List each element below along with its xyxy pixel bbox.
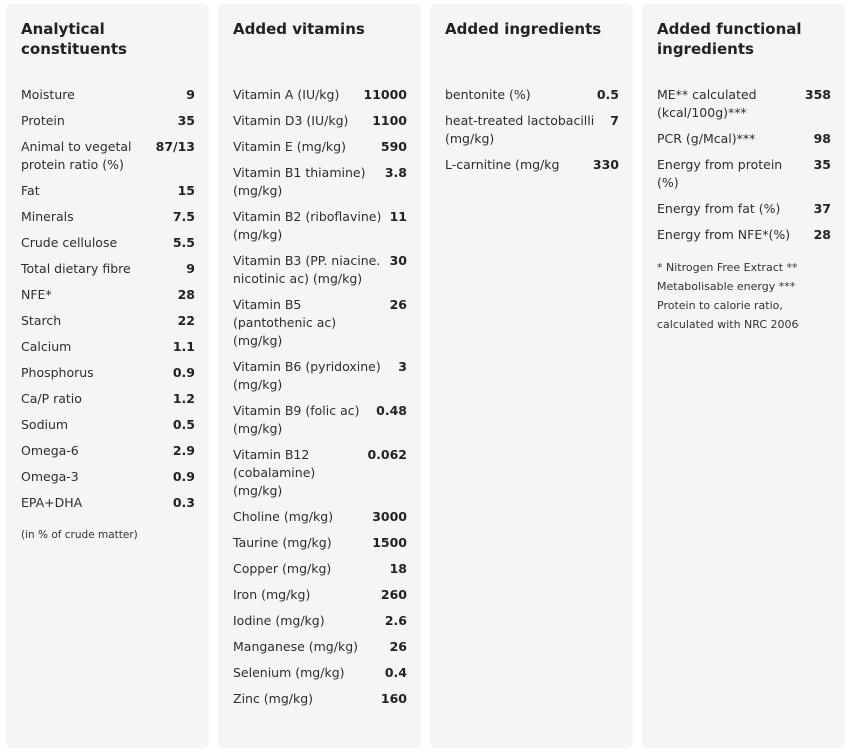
item-label: Taurine (mg/kg)	[233, 535, 332, 550]
list-item	[233, 690, 407, 708]
ingredients-list	[445, 86, 619, 174]
item-value: 98	[813, 131, 831, 146]
item-label: Vitamin A (IU/kg)	[233, 87, 340, 102]
item-value: 0.48	[376, 403, 407, 418]
item-label: Moisture	[21, 87, 75, 102]
item-value: 2.9	[172, 443, 195, 458]
panel-title: Added functional ingredients	[657, 20, 802, 58]
item-value: 0.3	[172, 495, 195, 510]
item-value: 9	[186, 87, 195, 102]
item-label: Energy from fat (%)	[657, 201, 781, 216]
item-value: 11	[389, 209, 407, 224]
list-item	[233, 296, 407, 350]
item-label: Selenium (mg/kg)	[233, 665, 345, 680]
list-item	[657, 156, 831, 192]
item-value: 28	[813, 227, 831, 242]
item-label: Total dietary fibre	[21, 261, 131, 276]
item-label: heat-treated lactobacilli (mg/kg)	[445, 113, 595, 146]
list-item	[233, 112, 407, 130]
item-label: Calcium	[21, 339, 72, 354]
analytical-constituents-panel	[6, 4, 209, 748]
panel-title: Added vitamins	[233, 20, 365, 38]
units-note: (in % of crude matter)	[21, 529, 138, 541]
list-item	[233, 586, 407, 604]
item-value: 0.5	[596, 87, 619, 102]
list-item	[21, 138, 195, 174]
list-item	[233, 164, 407, 200]
added-functional-ingredients-panel	[642, 4, 845, 748]
item-value: 3	[398, 359, 407, 374]
item-label: Minerals	[21, 209, 74, 224]
list-item	[233, 208, 407, 244]
list-item	[233, 402, 407, 438]
list-item	[233, 508, 407, 526]
list-item	[21, 234, 195, 252]
list-item	[445, 112, 619, 148]
item-label: Choline (mg/kg)	[233, 509, 334, 524]
list-item	[233, 560, 407, 578]
list-item	[21, 364, 195, 382]
footnote: * Nitrogen Free Extract ** Metabolisable energy *** Protein to calorie ratio, calculated with NRC 2006	[657, 261, 799, 331]
item-value: 3.8	[384, 165, 407, 180]
item-value: 15	[177, 183, 195, 198]
item-label: Omega-6	[21, 443, 79, 458]
list-item	[657, 86, 831, 122]
item-value: 358	[804, 87, 831, 102]
list-item	[445, 86, 619, 104]
item-label: Vitamin B3 (PP. niacine. nicotinic ac) (mg/kg)	[233, 253, 381, 286]
item-value: 0.4	[384, 665, 407, 680]
list-item	[21, 338, 195, 356]
list-item	[233, 252, 407, 288]
item-label: Omega-3	[21, 469, 79, 484]
item-label: Vitamin B2 (riboflavine) (mg/kg)	[233, 209, 382, 242]
item-value: 5.5	[172, 235, 195, 250]
list-item	[21, 112, 195, 130]
item-value: 35	[177, 113, 195, 128]
item-label: Manganese (mg/kg)	[233, 639, 358, 654]
item-label: EPA+DHA	[21, 495, 83, 510]
list-item	[233, 534, 407, 552]
item-label: Vitamin E (mg/kg)	[233, 139, 346, 154]
item-label: bentonite (%)	[445, 87, 531, 102]
item-label: Vitamin B12 (cobalamine) (mg/kg)	[233, 447, 316, 498]
item-label: Copper (mg/kg)	[233, 561, 332, 576]
list-item	[21, 442, 195, 460]
item-value: 35	[813, 157, 831, 172]
list-item	[233, 358, 407, 394]
item-value: 0.5	[172, 417, 195, 432]
item-value: 7.5	[172, 209, 195, 224]
added-ingredients-panel	[430, 4, 633, 748]
item-value: 26	[389, 297, 407, 312]
item-value: 3000	[372, 509, 407, 524]
list-item	[233, 86, 407, 104]
item-value: 1.1	[172, 339, 195, 354]
list-item	[445, 156, 619, 174]
vitamins-list	[233, 86, 407, 708]
list-item	[21, 494, 195, 512]
item-label: L-carnitine (mg/kg	[445, 157, 560, 172]
list-item	[21, 416, 195, 434]
constituents-list	[21, 86, 195, 512]
list-item	[21, 468, 195, 486]
item-value: 330	[592, 157, 619, 172]
item-label: Vitamin B5 (pantothenic ac) (mg/kg)	[233, 297, 337, 348]
item-value: 9	[186, 261, 195, 276]
item-value: 160	[380, 691, 407, 706]
item-label: Ca/P ratio	[21, 391, 82, 406]
item-value: 28	[177, 287, 195, 302]
item-label: Iodine (mg/kg)	[233, 613, 325, 628]
item-label: Zinc (mg/kg)	[233, 691, 314, 706]
list-item	[233, 446, 407, 500]
item-value: 0.062	[367, 447, 407, 462]
item-value: 11000	[363, 87, 407, 102]
list-item	[233, 138, 407, 156]
item-label: Vitamin B9 (folic ac) (mg/kg)	[233, 403, 360, 436]
list-item	[233, 612, 407, 630]
item-value: 18	[389, 561, 407, 576]
item-value: 590	[380, 139, 407, 154]
item-value: 37	[813, 201, 831, 216]
item-label: PCR (g/Mcal)***	[657, 131, 756, 146]
item-value: 1.2	[172, 391, 195, 406]
item-label: Phosphorus	[21, 365, 94, 380]
list-item	[233, 638, 407, 656]
list-item	[657, 226, 831, 244]
item-label: NFE*	[21, 287, 52, 302]
item-value: 87/13	[155, 139, 195, 154]
item-label: Energy from NFE*(%)	[657, 227, 791, 242]
item-label: Protein	[21, 113, 65, 128]
panel-title: Added ingredients	[445, 20, 602, 38]
item-value: 26	[389, 639, 407, 654]
item-value: 260	[380, 587, 407, 602]
item-label: Fat	[21, 183, 40, 198]
item-value: 0.9	[172, 469, 195, 484]
list-item	[21, 86, 195, 104]
list-item	[21, 286, 195, 304]
item-label: Iron (mg/kg)	[233, 587, 311, 602]
list-item	[21, 312, 195, 330]
item-label: Sodium	[21, 417, 69, 432]
list-item	[21, 260, 195, 278]
functional-list	[657, 86, 831, 244]
item-value: 0.9	[172, 365, 195, 380]
item-value: 30	[389, 253, 407, 268]
list-item	[21, 390, 195, 408]
item-value: 1100	[372, 113, 407, 128]
list-item	[233, 664, 407, 682]
item-value: 2.6	[384, 613, 407, 628]
added-vitamins-panel	[218, 4, 421, 748]
item-label: ME** calculated (kcal/100g)***	[657, 87, 757, 120]
list-item	[21, 182, 195, 200]
panel-title: Analytical constituents	[21, 20, 127, 58]
list-item	[657, 130, 831, 148]
item-value: 22	[177, 313, 195, 328]
item-label: Vitamin D3 (IU/kg)	[233, 113, 349, 128]
item-label: Starch	[21, 313, 62, 328]
item-value: 7	[610, 113, 619, 128]
list-item	[21, 208, 195, 226]
item-label: Crude cellulose	[21, 235, 118, 250]
item-label: Animal to vegetal protein ratio (%)	[21, 139, 132, 172]
item-value: 1500	[372, 535, 407, 550]
list-item	[657, 200, 831, 218]
item-label: Vitamin B1 thiamine) (mg/kg)	[233, 165, 366, 198]
item-label: Energy from protein (%)	[657, 157, 783, 190]
item-label: Vitamin B6 (pyridoxine) (mg/kg)	[233, 359, 381, 392]
